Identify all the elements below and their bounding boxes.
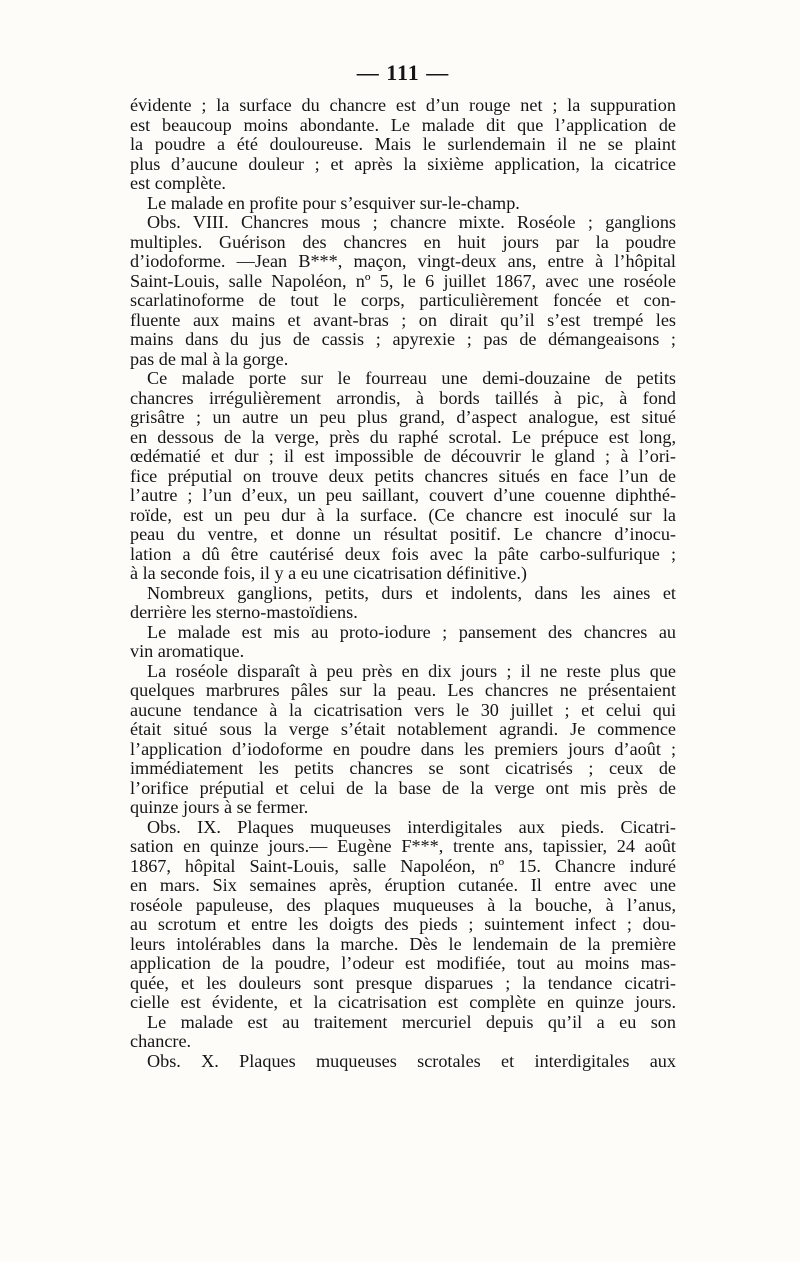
text-line: 1867, hôpital Saint-Louis, salle Napoléon, nº 15. Chancre induré <box>130 855 676 876</box>
text-line: peau du ventre, et donne un résultat positif. Le chancre d’inocu- <box>130 524 676 544</box>
text-line: évidente ; la surface du chancre est d’un rouge net ; la suppuration <box>130 95 676 115</box>
text-line: fice préputial on trouve deux petits chancres situés en face l’un de <box>130 465 676 486</box>
text-line: au scrotum et entre les doigts des pieds ; suintement infect ; dou- <box>130 914 676 934</box>
text-line: grisâtre ; un autre un peu plus grand, d’aspect analogue, est situé <box>130 407 676 427</box>
text-line: fluente aux mains et avant-bras ; on dirait qu’il s’est trempé les <box>130 309 676 330</box>
text-line: en dessous de la verge, près du raphé scrotal. Le prépuce est long, <box>130 426 676 447</box>
text-line: à la seconde fois, il y a eu une cicatrisation définitive.) <box>130 563 527 583</box>
text-line: l’orifice préputial et celui de la base de la verge ont mis près de <box>130 777 676 798</box>
text-line: derrière les sterno-mastoïdiens. <box>130 602 358 622</box>
text-line: mains dans du jus de cassis ; apyrexie ; pas de démangeaisons ; <box>130 329 676 349</box>
text-line: œdématié et dur ; il est impossible de découvrir le gland ; à l’ori- <box>130 446 676 466</box>
text-line: quinze jours à se fermer. <box>130 797 309 817</box>
text-line: Ce malade porte sur le fourreau une demi-douzaine de petits <box>147 368 676 388</box>
text-line: La roséole disparaît à peu près en dix jours ; il ne reste plus que <box>147 660 676 681</box>
text-line: roïde, est un peu dur à la surface. (Ce chancre est inoculé sur la <box>130 504 676 525</box>
book-page <box>130 60 676 1071</box>
text-line: chancres irrégulièrement arrondis, à bords taillés à pic, à fond <box>130 387 676 408</box>
text-line: scarlatinoforme de tout le corps, particulièrement foncée et con- <box>130 290 676 310</box>
text-line: sation en quinze jours.— Eugène F***, trente ans, tapissier, 24 août <box>130 836 676 856</box>
text-line: chancre. <box>130 1031 192 1051</box>
text-line: Le malade en profite pour s’esquiver sur-le-champ. <box>147 192 520 213</box>
page-number: — 111 — <box>356 60 450 85</box>
text-line: Saint-Louis, salle Napoléon, nº 5, le 6 juillet 1867, avec une roséole <box>130 270 676 291</box>
text-line: Le malade est au traitement mercuriel depuis qu’il a eu son <box>147 1011 676 1032</box>
text-line: Obs. IX. Plaques muqueuses interdigitales aux pieds. Cicatri- <box>147 816 676 837</box>
text-line: aucune tendance à la cicatrisation vers le 30 juillet ; et celui qui <box>130 699 676 720</box>
text-line: Obs. X. Plaques muqueuses scrotales et interdigitales aux <box>147 1050 676 1071</box>
text-line: d’iodoforme. —Jean B***, maçon, vingt-deux ans, entre à l’hôpital <box>130 251 676 271</box>
text-line: Obs. VIII. Chancres mous ; chancre mixte. Roséole ; ganglions <box>147 212 676 232</box>
text-line: pas de mal à la gorge. <box>130 348 289 369</box>
text-line: l’application d’iodoforme en poudre dans les premiers jours d’août ; <box>130 738 676 759</box>
text-line: vin aromatique. <box>130 641 245 661</box>
text-line: immédiatement les petits chancres se sont cicatrisés ; ceux de <box>130 758 676 778</box>
text-line: l’autre ; l’un d’eux, un peu saillant, couvert d’une couenne diphthé- <box>130 485 676 505</box>
text-line: application de la poudre, l’odeur est modifiée, tout au moins mas- <box>130 953 676 973</box>
text-line: était situé sous la verge s’était notablement agrandi. Je commence <box>130 719 676 739</box>
page-text <box>130 96 676 1071</box>
text-line: Nombreux ganglions, petits, durs et indolents, dans les aines et <box>147 582 676 603</box>
text-line: leurs intolérables dans la marche. Dès le lendemain de la première <box>130 933 676 954</box>
text-line: en mars. Six semaines après, éruption cutanée. Il entre avec une <box>130 875 676 895</box>
text-line: lation a dû être cautérisé deux fois avec la pâte carbo-sulfurique ; <box>130 543 676 564</box>
text-line: plus d’aucune douleur ; et après la sixième application, la cicatrice <box>130 153 676 174</box>
text-line: quée, et les douleurs sont presque disparues ; la tendance cicatri- <box>130 972 676 993</box>
text-line: roséole papuleuse, des plaques muqueuses à la bouche, à l’anus, <box>130 894 676 915</box>
text-line: multiples. Guérison des chancres en huit jours par la poudre <box>130 231 676 252</box>
text-line: est complète. <box>130 173 226 193</box>
text-line: Le malade est mis au proto-iodure ; pansement des chancres au <box>147 621 676 642</box>
text-line: cielle est évidente, et la cicatrisation est complète en quinze jours. <box>130 992 676 1012</box>
text-line: est beaucoup moins abondante. Le malade dit que l’application de <box>130 114 676 135</box>
text-line: quelques marbrures pâles sur la peau. Les chancres ne présentaient <box>130 680 676 700</box>
text-line: la poudre a été douloureuse. Mais le surlendemain il ne se plaint <box>130 134 676 154</box>
